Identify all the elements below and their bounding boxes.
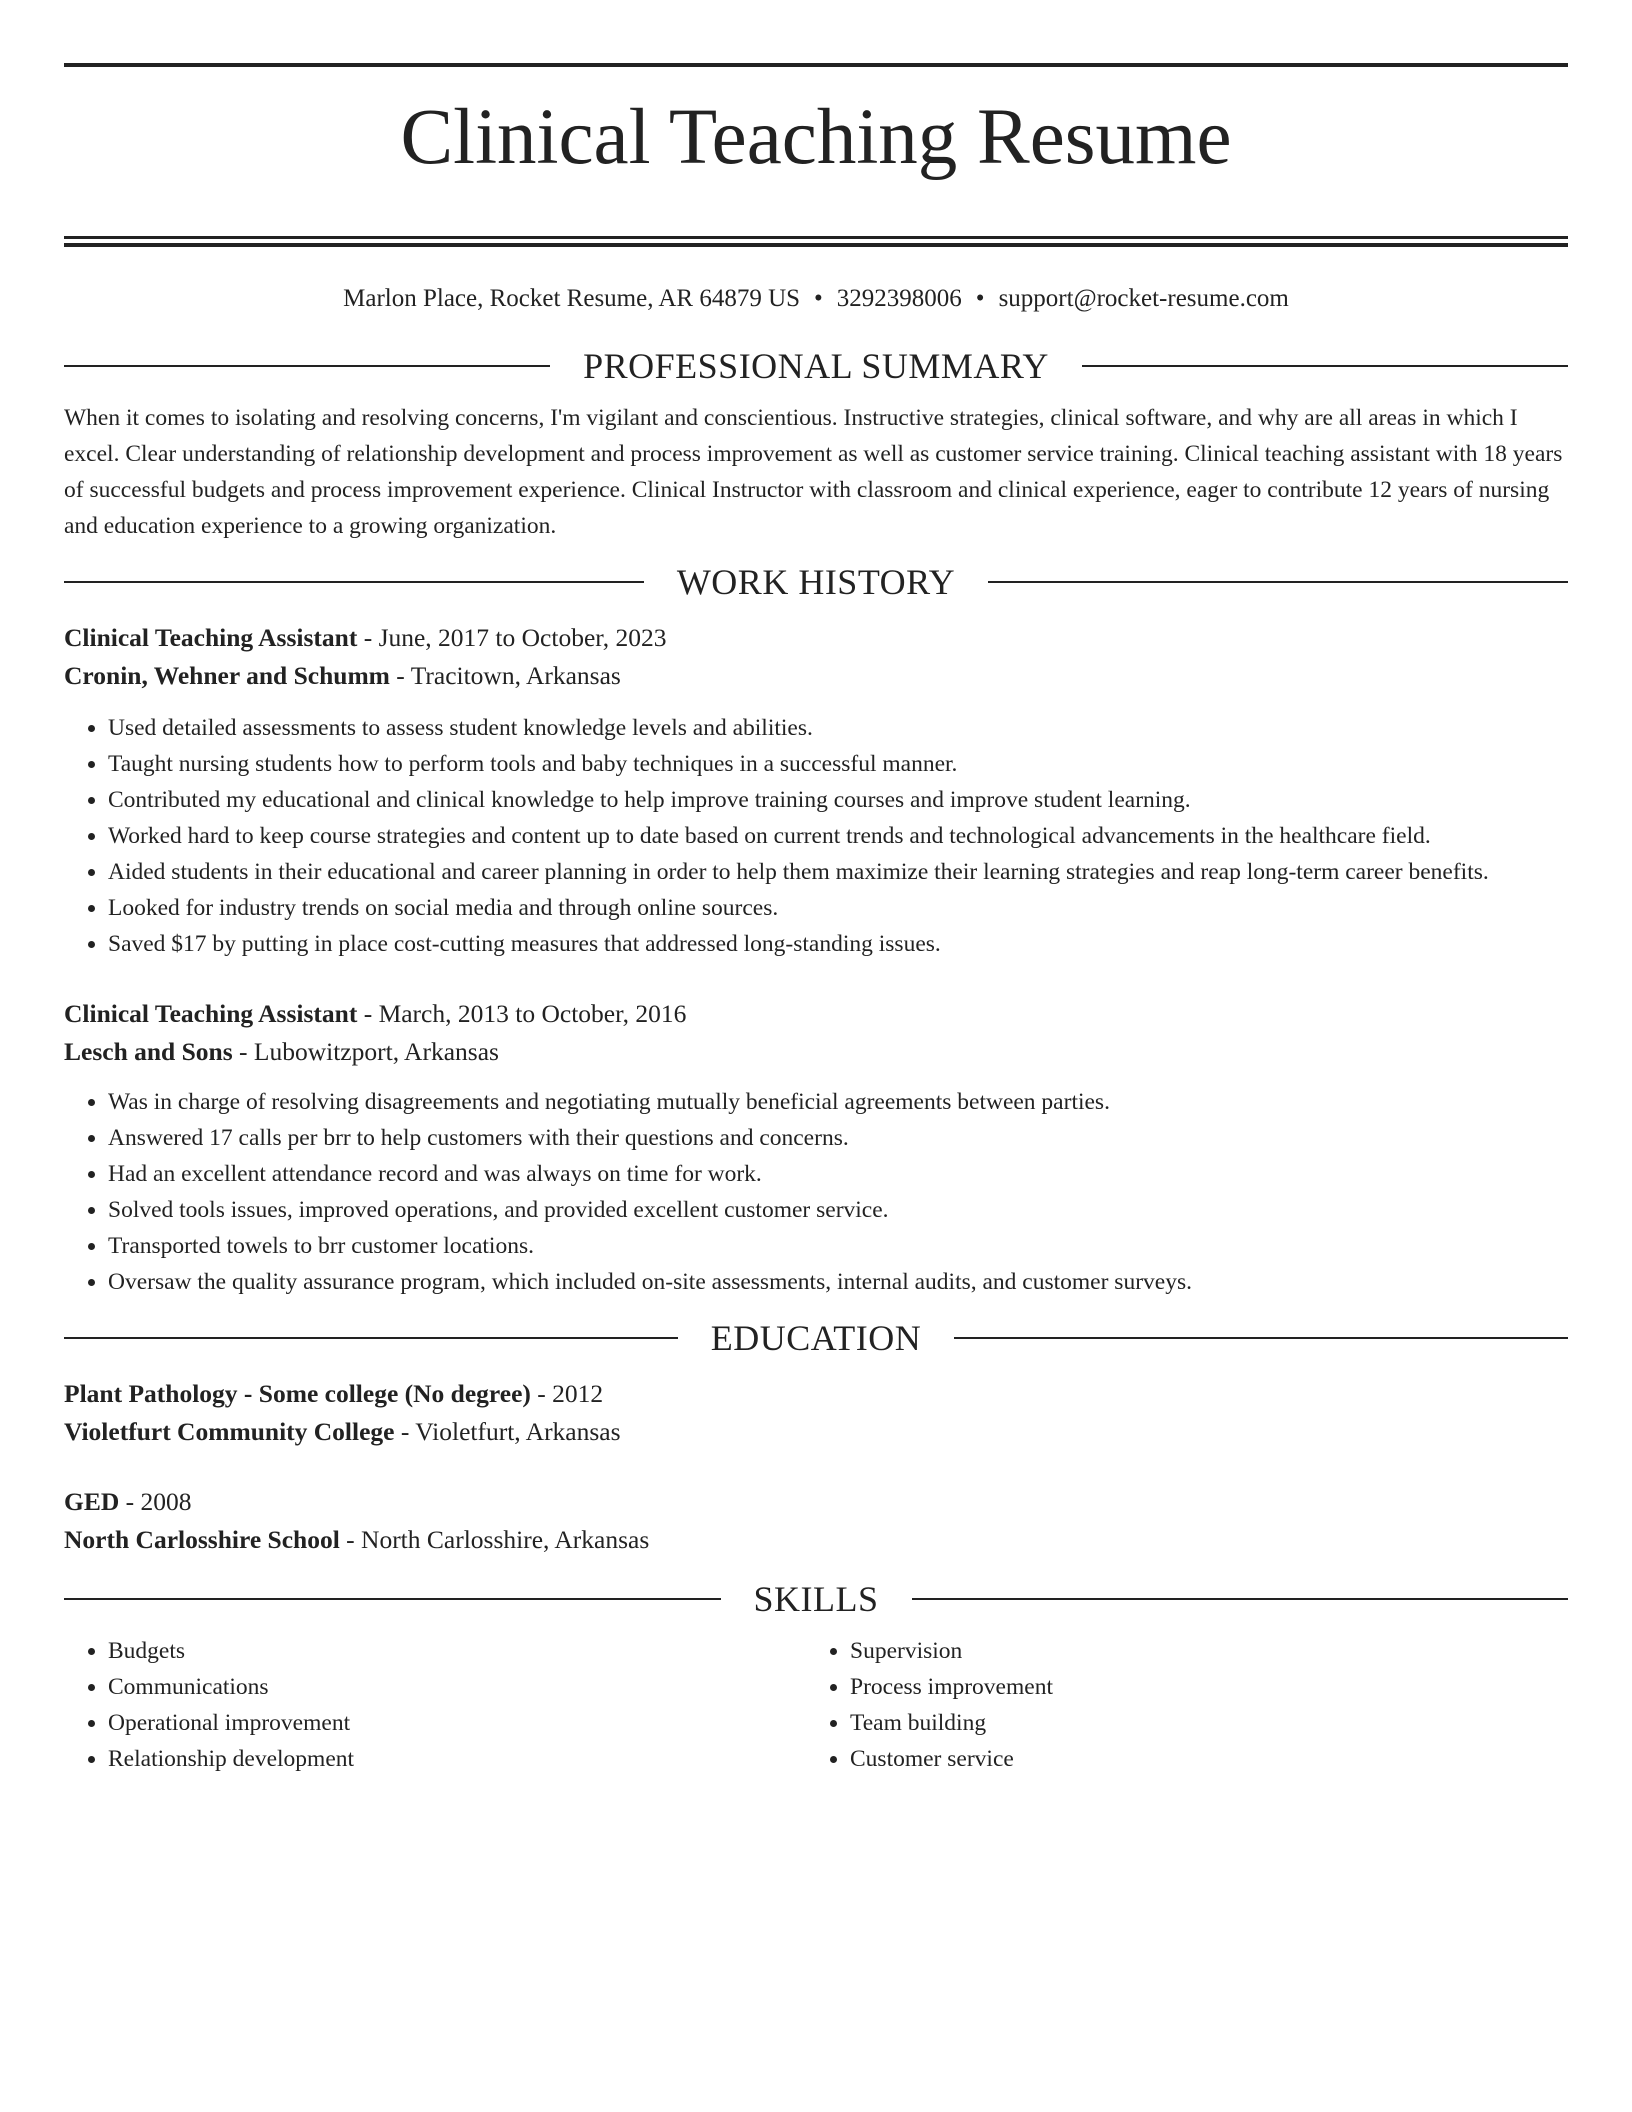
- contact-phone: 3292398006: [836, 284, 962, 312]
- contact-address: Marlon Place, Rocket Resume, AR 64879 US: [343, 284, 801, 312]
- heading-rule: [988, 581, 1568, 583]
- summary-heading-label: PROFESSIONAL SUMMARY: [583, 345, 1049, 386]
- job-title: Clinical Teaching Assistant: [64, 998, 358, 1028]
- job-bullet: • Had an excellent attendance record and was always on time for work.: [108, 1156, 1568, 1192]
- job-bullet: • Saved $17 by putting in place cost-cutting measures that addressed long-standing issues.: [108, 926, 1568, 962]
- job-title-line: [64, 619, 1568, 657]
- heading-rule: [64, 365, 550, 367]
- heading-rule: [64, 581, 644, 583]
- job-company: Lesch and Sons: [64, 1036, 233, 1066]
- school-line: [64, 1413, 1568, 1451]
- skill-item: • Supervision: [850, 1633, 1548, 1669]
- job-bullets: [64, 710, 1568, 962]
- job-company-line: [64, 657, 1568, 695]
- education-entry: [64, 1375, 1568, 1451]
- skill-item: • Process improvement: [850, 1669, 1548, 1705]
- job-bullet: • Answered 17 calls per brr to help customers with their questions and concerns.: [108, 1120, 1568, 1156]
- job-bullets: [64, 1084, 1568, 1300]
- job-location: - Lubowitzport, Arkansas: [232, 1036, 499, 1066]
- job-bullet: • Oversaw the quality assurance program, which included on-site assessments, internal audits, and customer surveys.: [108, 1264, 1568, 1300]
- heading-rule: [954, 1337, 1568, 1339]
- contact-line: [64, 283, 1568, 315]
- school-line: [64, 1521, 1568, 1559]
- job-title: Clinical Teaching Assistant: [64, 622, 358, 652]
- job-bullet: • Looked for industry trends on social media and through online sources.: [108, 890, 1568, 926]
- job-location: - Tracitown, Arkansas: [389, 660, 621, 690]
- work-heading-label: WORK HISTORY: [676, 561, 956, 602]
- summary-text: When it comes to isolating and resolving concerns, I'm vigilant and conscientious. Instructive strategies, clinical software, and why are all areas in which I excel. Clear understanding of relationship development and process improvement as well as customer service training. Clinical teaching assistant with 18 years of successful budgets and process improvement experience. Clinical Instructor with classroom and clinical experience, eager to contribute 12 years of nursing and education experience to a growing organization.: [64, 404, 1563, 539]
- job-entry: [64, 619, 1568, 962]
- job-bullet: • Worked hard to keep course strategies and content up to date based on current trends and technological advancements in the healthcare field.: [108, 818, 1568, 854]
- skill-item: • Operational improvement: [108, 1705, 806, 1741]
- resume-title: Clinical Teaching Resume: [400, 94, 1232, 181]
- job-company: Cronin, Wehner and Schumm: [64, 660, 390, 690]
- school-location: - North Carlosshire, Arkansas: [339, 1524, 650, 1554]
- skills-list-right: [806, 1633, 1548, 1777]
- job-bullet: • Aided students in their educational and career planning in order to help them maximize their learning strategies and reap long-term career benefits.: [108, 854, 1568, 890]
- skill-item: • Customer service: [850, 1741, 1548, 1777]
- heading-rule: [64, 1337, 678, 1339]
- job-bullet: • Used detailed assessments to assess student knowledge levels and abilities.: [108, 710, 1568, 746]
- top-rule: [64, 63, 1568, 67]
- school: North Carlosshire School: [64, 1524, 340, 1554]
- heading-rule: [1082, 365, 1568, 367]
- contact-separator: •: [975, 284, 985, 312]
- degree-year: - 2008: [119, 1486, 192, 1516]
- heading-rule: [912, 1598, 1569, 1600]
- job-title-line: [64, 995, 1568, 1033]
- education-heading-label: EDUCATION: [710, 1317, 922, 1358]
- heading-rule: [64, 1598, 721, 1600]
- job-company-line: [64, 1033, 1568, 1071]
- school: Violetfurt Community College: [64, 1416, 395, 1446]
- degree: Plant Pathology - Some college (No degree): [64, 1378, 531, 1408]
- job-entry: [64, 995, 1568, 1300]
- degree-year: - 2012: [530, 1378, 604, 1408]
- degree: GED: [64, 1486, 120, 1516]
- job-bullet: • Taught nursing students how to perform tools and baby techniques in a successful manner.: [108, 746, 1568, 782]
- education-heading: [64, 1318, 1568, 1358]
- skill-item: • Relationship development: [108, 1741, 806, 1777]
- degree-line: [64, 1483, 1568, 1521]
- skill-item: • Team building: [850, 1705, 1548, 1741]
- education-entry: [64, 1483, 1568, 1559]
- job-bullet: • Transported towels to brr customer locations.: [108, 1228, 1568, 1264]
- job-dates: - March, 2013 to October, 2016: [357, 998, 687, 1028]
- skills-list-left: [64, 1633, 806, 1777]
- skills-heading: [64, 1579, 1568, 1619]
- title-double-rule: [64, 236, 1568, 247]
- degree-line: [64, 1375, 1568, 1413]
- work-heading: [64, 562, 1568, 602]
- skills-heading-label: SKILLS: [753, 1578, 879, 1619]
- skill-item: • Communications: [108, 1669, 806, 1705]
- job-bullet: • Was in charge of resolving disagreements and negotiating mutually beneficial agreements between parties.: [108, 1084, 1568, 1120]
- contact-email: support@rocket-resume.com: [998, 284, 1289, 312]
- job-bullet: • Contributed my educational and clinical knowledge to help improve training courses and improve student learning.: [108, 782, 1568, 818]
- contact-separator: •: [814, 284, 823, 312]
- school-location: - Violetfurt, Arkansas: [394, 1416, 621, 1446]
- skill-item: • Budgets: [108, 1633, 806, 1669]
- skills-columns: [64, 1633, 1568, 1777]
- summary-heading: [64, 346, 1568, 386]
- job-bullet: • Solved tools issues, improved operations, and provided excellent customer service.: [108, 1192, 1568, 1228]
- job-dates: - June, 2017 to October, 2023: [357, 622, 667, 652]
